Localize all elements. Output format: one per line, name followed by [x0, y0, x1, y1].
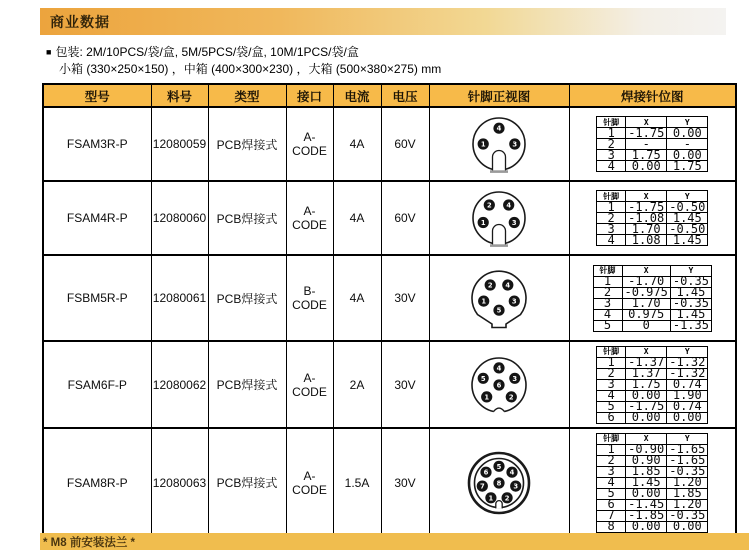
pin-6 — [493, 379, 504, 390]
pin-table-row — [597, 213, 708, 224]
pin-table-col-1: X — [626, 191, 667, 202]
pin-5 — [493, 460, 504, 471]
cell-solder-pin-map — [569, 181, 736, 255]
pin-table-row — [597, 510, 708, 521]
pin-x: -1.85 — [626, 510, 667, 521]
pin-y: -1.32 — [667, 357, 708, 368]
footer-note-bar — [40, 533, 749, 550]
cell-interface: B-CODE — [286, 255, 333, 341]
pin-no: 1 — [597, 128, 626, 139]
connector-front-view-diagram — [437, 262, 561, 334]
pin-4 — [502, 279, 513, 290]
pin-table-row — [593, 287, 711, 298]
pin-x: 1.75 — [626, 379, 667, 390]
pin-y: -0.50 — [667, 202, 708, 213]
pin-no: 3 — [597, 466, 626, 477]
pin-y: 1.45 — [667, 235, 708, 246]
packaging-line-1 — [46, 44, 441, 61]
pin-no: 1 — [597, 357, 626, 368]
cell-current: 2A — [333, 341, 381, 428]
pin-x: 1.08 — [626, 235, 667, 246]
cell-type: PCB焊接式 — [208, 428, 286, 537]
cell-pin-front-view — [429, 255, 569, 341]
packaging-info — [46, 44, 441, 78]
pin-no: 4 — [593, 309, 622, 320]
pin-table-row — [597, 379, 708, 390]
spec-row-FSBM5R-P — [43, 255, 736, 341]
pin-table-col-2: Y — [667, 346, 708, 357]
pin-table-row — [597, 368, 708, 379]
pin-table-row — [597, 412, 708, 423]
pin-1 — [485, 492, 496, 503]
cell-current: 1.5A — [333, 428, 381, 537]
pin-1 — [478, 296, 489, 307]
pin-1 — [481, 391, 492, 402]
svg-text:2: 2 — [508, 392, 514, 401]
cell-voltage: 30V — [381, 255, 429, 341]
spec-row-FSAM6F-P — [43, 341, 736, 428]
pin-no: 6 — [597, 412, 626, 423]
pin-table-row — [597, 477, 708, 488]
pin-7 — [477, 480, 488, 491]
svg-text:4: 4 — [496, 363, 502, 372]
pin-y: 1.90 — [667, 390, 708, 401]
pin-2 — [502, 492, 513, 503]
pin-no: 2 — [597, 213, 626, 224]
pin-table-row — [597, 202, 708, 213]
pin-y: -1.65 — [667, 444, 708, 455]
cell-model: FSAM3R-P — [43, 107, 151, 181]
cell-part-no: 12080059 — [151, 107, 208, 181]
cell-pin-front-view — [429, 341, 569, 428]
pin-table-row — [593, 320, 711, 331]
pin-y: 1.45 — [670, 309, 711, 320]
pin-y: -1.35 — [670, 320, 711, 331]
pin-no: 6 — [597, 499, 626, 510]
cell-voltage: 30V — [381, 428, 429, 537]
pin-y: -0.35 — [667, 466, 708, 477]
pin-table-col-0: 针脚 — [597, 433, 626, 444]
pin-table-row — [597, 150, 708, 161]
pin-y: - — [667, 139, 708, 150]
pin-x: 0.00 — [626, 488, 667, 499]
pin-no: 3 — [597, 224, 626, 235]
pin-no: 1 — [593, 276, 622, 287]
pin-position-table — [596, 116, 708, 172]
pin-1 — [478, 138, 489, 149]
svg-text:4: 4 — [509, 468, 515, 477]
pin-3 — [509, 296, 520, 307]
spec-row-FSAM4R-P — [43, 181, 736, 255]
pin-x: 0 — [622, 320, 670, 331]
pin-table-col-1: X — [622, 265, 670, 276]
pin-no: 4 — [597, 390, 626, 401]
pin-table-col-2: Y — [667, 191, 708, 202]
svg-text:1: 1 — [481, 297, 487, 306]
svg-text:3: 3 — [511, 219, 517, 227]
pin-4 — [503, 199, 514, 210]
pin-x: -1.70 — [622, 276, 670, 287]
cell-part-no: 12080063 — [151, 428, 208, 537]
col-header-solder-pin-map: 焊接针位图 — [569, 84, 736, 107]
pin-table-col-2: Y — [670, 265, 711, 276]
pin-no: 4 — [597, 235, 626, 246]
pin-no: 3 — [597, 150, 626, 161]
cell-pin-front-view — [429, 181, 569, 255]
pin-y: -0.35 — [670, 298, 711, 309]
pin-x: - — [626, 139, 667, 150]
svg-text:3: 3 — [512, 140, 518, 149]
pin-y: 0.00 — [667, 150, 708, 161]
pin-y: 1.75 — [667, 161, 708, 172]
cell-part-no: 12080061 — [151, 255, 208, 341]
pin-x: 0.00 — [626, 161, 667, 172]
pin-position-table — [596, 190, 708, 246]
pin-y: -0.35 — [667, 510, 708, 521]
pin-no: 5 — [597, 401, 626, 412]
packaging-text-1: 包装: 2M/10PCS/袋/盒, 5M/5PCS/袋/盒, 10M/1PCS/袋/盒 — [55, 45, 359, 59]
pin-no: 1 — [597, 444, 626, 455]
svg-text:7: 7 — [479, 482, 485, 491]
svg-text:1: 1 — [484, 392, 490, 401]
pin-table-row — [597, 357, 708, 368]
pin-4 — [493, 362, 504, 373]
spec-table-body — [43, 107, 736, 537]
pin-no: 3 — [597, 379, 626, 390]
pin-1 — [478, 217, 489, 228]
pin-x: 1.70 — [626, 224, 667, 235]
cell-model: FSAM4R-P — [43, 181, 151, 255]
packaging-line-2: 小箱 (330×250×150) ，中箱 (400×300×230) ，大箱 (500×380×275) mm — [59, 62, 442, 76]
col-header-type: 类型 — [208, 84, 286, 107]
pin-x: 1.70 — [622, 298, 670, 309]
pin-position-table — [596, 346, 708, 424]
svg-text:6: 6 — [496, 381, 502, 389]
cell-voltage: 30V — [381, 341, 429, 428]
pin-table-row — [593, 276, 711, 287]
pin-3 — [509, 217, 520, 228]
pin-table-col-1: X — [626, 433, 667, 444]
pin-y: 0.74 — [667, 379, 708, 390]
cell-solder-pin-map — [569, 428, 736, 537]
cell-type: PCB焊接式 — [208, 255, 286, 341]
pin-x: 1.75 — [626, 150, 667, 161]
cell-part-no: 12080060 — [151, 181, 208, 255]
pin-x: 0.00 — [626, 521, 667, 532]
cell-type: PCB焊接式 — [208, 107, 286, 181]
col-header-model: 型号 — [43, 84, 151, 107]
pin-4 — [493, 123, 504, 134]
cell-voltage: 60V — [381, 107, 429, 181]
pin-y: 1.45 — [670, 287, 711, 298]
cell-pin-front-view — [429, 107, 569, 181]
pin-position-table — [593, 265, 712, 332]
pin-table-row — [597, 521, 708, 532]
pin-x: 1.45 — [626, 477, 667, 488]
pin-table-row — [593, 298, 711, 309]
pin-no: 3 — [593, 298, 622, 309]
cell-solder-pin-map — [569, 341, 736, 428]
connector-front-view-diagram — [437, 108, 561, 180]
pin-table-row — [597, 466, 708, 477]
pin-position-table — [596, 433, 708, 533]
pin-table-row — [597, 444, 708, 455]
square-bullet-icon: ■ — [46, 47, 52, 57]
pin-no: 7 — [597, 510, 626, 521]
pin-table-row — [597, 128, 708, 139]
pin-no: 4 — [597, 161, 626, 172]
col-header-part-no: 料号 — [151, 84, 208, 107]
connector-front-view-diagram — [437, 447, 561, 519]
pin-x: -1.45 — [626, 499, 667, 510]
pin-4 — [506, 466, 517, 477]
pin-no: 5 — [597, 488, 626, 499]
pin-x: 1.85 — [626, 466, 667, 477]
pin-table-row — [597, 161, 708, 172]
connector-front-view-diagram — [437, 182, 561, 254]
pin-no: 1 — [597, 202, 626, 213]
cell-model: FSBM5R-P — [43, 255, 151, 341]
cell-solder-pin-map — [569, 255, 736, 341]
pin-x: -0.90 — [626, 444, 667, 455]
pin-y: -0.50 — [667, 224, 708, 235]
cell-interface: A-CODE — [286, 181, 333, 255]
svg-text:3: 3 — [512, 374, 518, 383]
pin-table-col-0: 针脚 — [597, 191, 626, 202]
pin-y: 1.20 — [667, 477, 708, 488]
svg-text:6: 6 — [483, 468, 489, 477]
pin-no: 4 — [597, 477, 626, 488]
pin-2 — [506, 391, 517, 402]
pin-table-col-1: X — [626, 346, 667, 357]
pin-x: -1.08 — [626, 213, 667, 224]
cell-current: 4A — [333, 181, 381, 255]
pin-x: 0.90 — [626, 455, 667, 466]
pin-no: 5 — [593, 320, 622, 331]
pin-x: -1.75 — [626, 401, 667, 412]
cell-pin-front-view — [429, 428, 569, 537]
cell-type: PCB焊接式 — [208, 181, 286, 255]
spec-table-header-row — [43, 84, 736, 107]
pin-x: 0.00 — [626, 412, 667, 423]
pin-y: -1.32 — [667, 368, 708, 379]
cell-voltage: 60V — [381, 181, 429, 255]
svg-text:2: 2 — [486, 201, 492, 210]
pin-x: 0.00 — [626, 390, 667, 401]
pin-table-col-1: X — [626, 117, 667, 128]
connector-front-view-diagram — [437, 349, 561, 421]
svg-text:4: 4 — [496, 124, 502, 133]
pin-table-row — [597, 401, 708, 412]
pin-y: 0.00 — [667, 521, 708, 532]
cell-model: FSAM6F-P — [43, 341, 151, 428]
pin-no: 8 — [597, 521, 626, 532]
svg-text:3: 3 — [513, 482, 519, 491]
cell-current: 4A — [333, 255, 381, 341]
cell-type: PCB焊接式 — [208, 341, 286, 428]
cell-current: 4A — [333, 107, 381, 181]
pin-3 — [509, 372, 520, 383]
cell-interface: A-CODE — [286, 107, 333, 181]
col-header-pin-front-view: 针脚正视图 — [429, 84, 569, 107]
pin-table-row — [597, 235, 708, 246]
pin-table-row — [593, 309, 711, 320]
svg-text:1: 1 — [488, 493, 494, 502]
pin-table-col-0: 针脚 — [597, 117, 626, 128]
pin-2 — [484, 199, 495, 210]
pin-table-row — [597, 139, 708, 150]
cell-solder-pin-map — [569, 107, 736, 181]
pin-6 — [480, 466, 491, 477]
pin-x: -1.75 — [626, 128, 667, 139]
pin-table-col-2: Y — [667, 433, 708, 444]
pin-y: 1.45 — [667, 213, 708, 224]
svg-text:2: 2 — [504, 493, 510, 502]
pin-y: 1.20 — [667, 499, 708, 510]
pin-table-col-0: 针脚 — [593, 265, 622, 276]
pin-table-row — [597, 488, 708, 499]
pin-no: 2 — [593, 287, 622, 298]
pin-y: -1.65 — [667, 455, 708, 466]
pin-x: 1.37 — [626, 368, 667, 379]
svg-text:5: 5 — [496, 462, 502, 471]
pin-x: 0.975 — [622, 309, 670, 320]
svg-text:4: 4 — [506, 201, 512, 210]
svg-text:4: 4 — [505, 281, 511, 290]
pin-table-col-2: Y — [667, 117, 708, 128]
svg-text:8: 8 — [496, 479, 502, 487]
cell-part-no: 12080062 — [151, 341, 208, 428]
pin-table-row — [597, 455, 708, 466]
pin-no: 2 — [597, 368, 626, 379]
spec-table — [42, 83, 737, 538]
svg-text:3: 3 — [511, 297, 517, 306]
svg-text:2: 2 — [487, 281, 493, 290]
pin-y: 1.85 — [667, 488, 708, 499]
cell-interface: A-CODE — [286, 341, 333, 428]
cell-model: FSAM8R-P — [43, 428, 151, 537]
pin-no: 2 — [597, 455, 626, 466]
pin-x: -1.75 — [626, 202, 667, 213]
col-header-voltage: 电压 — [381, 84, 429, 107]
pin-y: 0.74 — [667, 401, 708, 412]
pin-8 — [493, 477, 504, 488]
pin-table-col-0: 针脚 — [597, 346, 626, 357]
pin-3 — [510, 480, 521, 491]
cell-interface: A-CODE — [286, 428, 333, 537]
pin-y: -0.35 — [670, 276, 711, 287]
pin-5 — [493, 305, 504, 316]
pin-5 — [478, 372, 489, 383]
section-title: 商业数据 — [50, 13, 110, 30]
pin-x: -0.975 — [622, 287, 670, 298]
svg-text:1: 1 — [480, 219, 486, 227]
pin-x: -1.37 — [626, 357, 667, 368]
spec-row-FSAM8R-P — [43, 428, 736, 537]
svg-text:5: 5 — [496, 306, 502, 315]
section-title-bar — [40, 8, 726, 35]
svg-text:5: 5 — [480, 374, 486, 383]
spec-row-FSAM3R-P — [43, 107, 736, 181]
pin-table-row — [597, 499, 708, 510]
pin-2 — [485, 279, 496, 290]
pin-y: 0.00 — [667, 128, 708, 139]
pin-table-row — [597, 224, 708, 235]
pin-no: 2 — [597, 139, 626, 150]
pin-table-row — [597, 390, 708, 401]
pin-y: 0.00 — [667, 412, 708, 423]
svg-text:1: 1 — [480, 140, 486, 149]
col-header-current: 电流 — [333, 84, 381, 107]
col-header-interface: 接口 — [286, 84, 333, 107]
pin-3 — [509, 138, 520, 149]
footer-note: * M8 前安装法兰 * — [43, 536, 136, 549]
